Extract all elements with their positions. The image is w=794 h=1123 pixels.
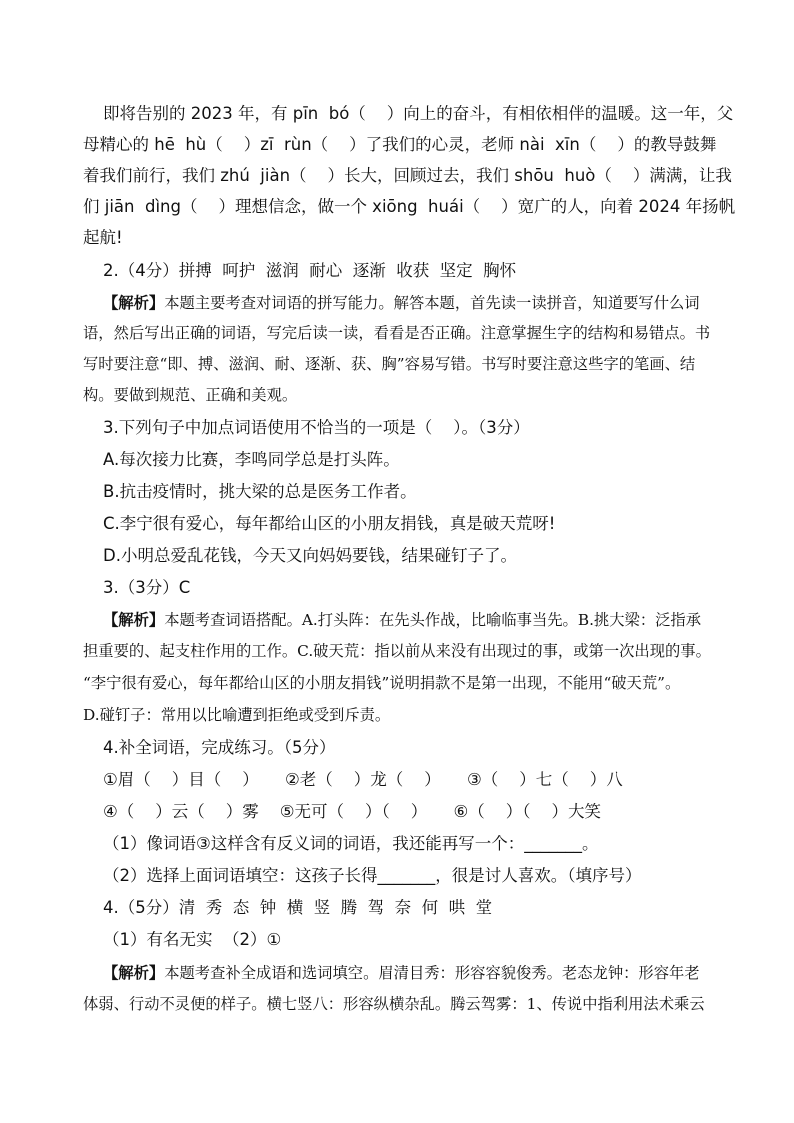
analysis-tag: 【解析】 (103, 964, 165, 982)
sub-question-1: （1）像词语③这样含有反义词的词语，我还能再写一个：_______。 (103, 834, 599, 853)
analysis-4-line-1 (103, 962, 700, 984)
passage-line-4: 们 jiān dìng（ ）理想信念，做一个 xiōng huái（ ）宽广的人，向着 2024 年扬帆 (83, 197, 736, 216)
passage-line-3: 着我们前行，我们 zhú jiàn（ ）长大，回顾过去，我们 shōu huò（ ）满满，让我 (83, 166, 732, 185)
analysis-3-line-3: “李宁很有爱心，每年都给山区的小朋友捐钱”说明捐款不是第一出现，不能用“破天荒”。 (83, 674, 681, 692)
answer-4-sub: （1）有名无实 （2）① (103, 930, 282, 949)
answer-3-text: 3.（3分）C (103, 578, 191, 597)
analysis-tag: 【解析】 (103, 294, 165, 312)
answer-4-text: 4.（5分）清 秀 态 钟 横 竖 腾 驾 奈 何 哄 堂 (103, 898, 493, 917)
analysis-text: 本题考查词语搭配。A.打头阵：在先头作战，比喻临事当先。B.挑大梁：泛指承 (164, 611, 702, 629)
passage-line-1: 即将告别的 2023 年，有 pīn bó（ ）向上的奋斗，有相依相伴的温暖。这一年，父 (103, 104, 734, 123)
analysis-text: 本题考查补全成语和选词填空。眉清目秀：形容容貌俊秀。老态龙钟：形容年老 (164, 964, 700, 982)
analysis-2-line-1 (103, 292, 700, 314)
option-c: C.李宁很有爱心，每年都给山区的小朋友捐钱，真是破天荒呀! (103, 514, 556, 533)
answer-2-text: 2.（4分）拼搏 呵护 滋润 耐心 逐渐 收获 坚定 胸怀 (103, 261, 517, 280)
passage-line-5: 起航! (83, 228, 123, 247)
analysis-2-line-4: 构。要做到规范、正确和美观。 (83, 386, 298, 404)
question-4-stem: 4.补全词语，完成练习。（5分） (103, 738, 336, 757)
word-row-2: ④（ ）云（ ）雾 ⑤无可（ ）（ ） ⑥（ ）（ ）大笑 (103, 802, 601, 821)
analysis-2-line-2: 语，然后写出正确的词语，写完后读一读，看看是否正确。注意掌握生字的结构和易错点。书 (83, 324, 711, 342)
option-a: A.每次接力比赛，李鸣同学总是打头阵。 (103, 450, 400, 469)
analysis-tag: 【解析】 (103, 611, 165, 629)
analysis-3-line-2: 担重要的、起支柱作用的工作。C.破天荒：指以前从来没有出现过的事，或第一次出现的事。 (83, 642, 711, 660)
analysis-text: 本题主要考查对词语的拼写能力。解答本题，首先读一读拼音，知道要写什么词 (164, 294, 700, 312)
analysis-3-line-1 (103, 609, 701, 631)
passage-line-2: 母精心的 hē hù（ ）zī rùn（ ）了我们的心灵，老师 nài xīn（ ）的教导鼓舞 (83, 135, 717, 154)
analysis-4-line-2: 体弱、行动不灵便的样子。横七竖八：形容纵横杂乱。腾云驾雾：1、传说中指利用法术乘云 (83, 995, 705, 1013)
question-3-stem: 3.下列句子中加点词语使用不恰当的一项是（ ）。（3分） (103, 418, 530, 437)
analysis-3-line-4: D.碰钉子：常用以比喻遭到拒绝或受到斥责。 (83, 706, 391, 724)
option-d: D.小明总爱乱花钱，今天又向妈妈要钱，结果碰钉子了。 (103, 546, 517, 565)
sub-question-2: （2）选择上面词语填空：这孩子长得_______，很是讨人喜欢。（填序号） (103, 866, 642, 885)
word-row-1: ①眉（ ）目（ ） ②老（ ）龙（ ） ③（ ）七（ ）八 (103, 770, 623, 789)
analysis-2-line-3: 写时要注意“即、搏、滋润、耐、逐渐、获、胸”容易写错。书写时要注意这些字的笔画、结 (83, 355, 696, 373)
option-b: B.抗击疫情时，挑大梁的总是医务工作者。 (103, 482, 417, 501)
